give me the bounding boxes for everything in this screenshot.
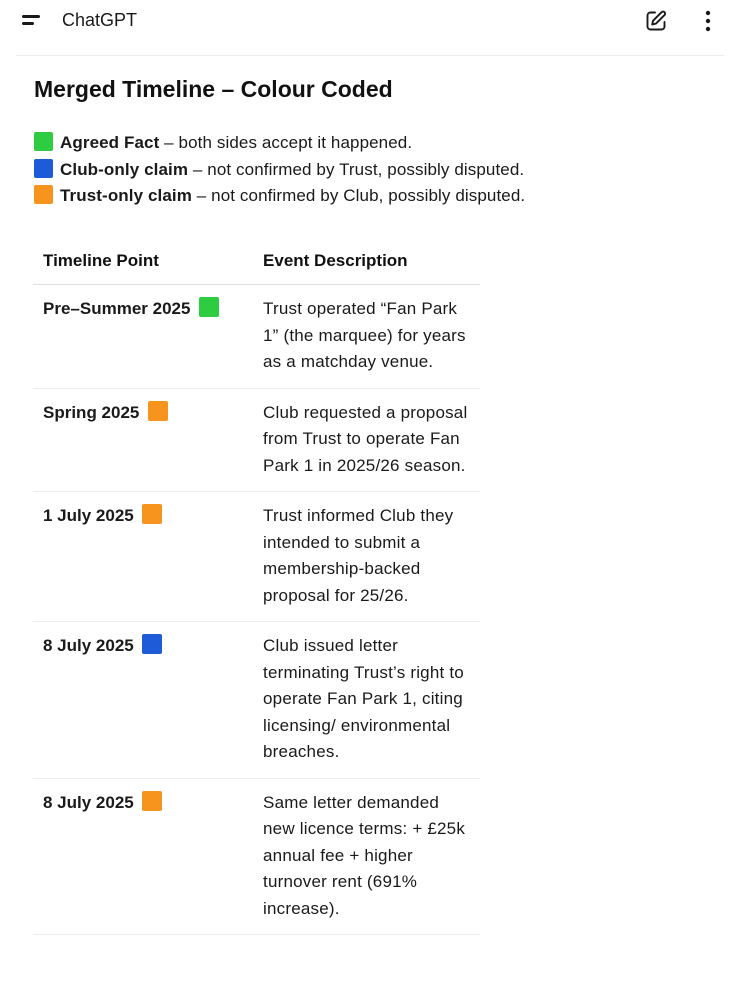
page-title: Merged Timeline – Colour Coded <box>34 76 393 102</box>
legend-club-only <box>34 157 724 184</box>
blue-square-icon <box>142 634 162 654</box>
legend-label: Club-only claim <box>60 159 189 179</box>
legend-trust-only <box>34 183 724 210</box>
timeline-point-cell <box>33 778 253 935</box>
table-row <box>33 778 480 935</box>
blue-square-icon <box>34 159 53 178</box>
event-description: Club requested a proposal from Trust to operate Fan Park 1 in 2025/26 season. <box>253 388 480 492</box>
timeline-point-cell <box>33 492 253 622</box>
legend-label: Agreed Fact <box>60 133 160 152</box>
hamburger-menu-icon[interactable] <box>18 12 44 30</box>
more-vertical-icon[interactable] <box>698 9 718 33</box>
legend-agreed-fact <box>34 130 724 157</box>
timeline-point: Pre–Summer 2025 <box>43 299 191 318</box>
orange-square-icon <box>34 185 53 204</box>
legend-text: – both sides accept it happened. <box>159 133 413 152</box>
table-row <box>33 492 480 622</box>
event-description: Club issued letter terminating Trust’s right to operate Fan Park 1, citing licensing/ environmental breaches. <box>253 622 480 779</box>
top-app-bar <box>0 0 740 42</box>
table-row <box>33 388 480 492</box>
orange-square-icon <box>142 791 162 811</box>
green-square-icon <box>199 297 219 317</box>
column-header-timeline-point: Timeline Point <box>33 238 253 285</box>
table-header-row <box>33 238 480 285</box>
header-divider <box>16 55 724 56</box>
timeline-table <box>33 238 480 935</box>
new-chat-edit-icon[interactable] <box>644 9 668 33</box>
message-content <box>34 72 724 210</box>
green-square-icon <box>34 132 53 151</box>
table-row <box>33 285 480 389</box>
column-header-event-description: Event Description <box>253 238 480 285</box>
orange-square-icon <box>148 401 168 421</box>
orange-square-icon <box>142 504 162 524</box>
legend-text: – not confirmed by Club, possibly disputed. <box>191 186 526 205</box>
timeline-point-cell <box>33 388 253 492</box>
event-description: Trust operated “Fan Park 1” (the marquee) for years as a matchday venue. <box>253 285 480 389</box>
timeline-point: 1 July 2025 <box>43 506 134 525</box>
app-title: ChatGPT <box>62 10 138 30</box>
legend-label: Trust-only claim <box>60 186 192 205</box>
timeline-point-cell <box>33 622 253 779</box>
timeline-point-cell <box>33 285 253 389</box>
legend-text: – not confirmed by Trust, possibly disputed. <box>188 159 525 179</box>
colour-legend <box>34 130 724 210</box>
timeline-point: 8 July 2025 <box>43 636 134 655</box>
event-description: Same letter demanded new licence terms: + £25k annual fee + higher turnover rent (691% increase). <box>253 778 480 935</box>
event-description: Trust informed Club they intended to submit a membership-backed proposal for 25/26. <box>253 492 480 622</box>
table-row <box>33 622 480 779</box>
timeline-point: 8 July 2025 <box>43 792 134 812</box>
timeline-point: Spring 2025 <box>43 402 140 422</box>
